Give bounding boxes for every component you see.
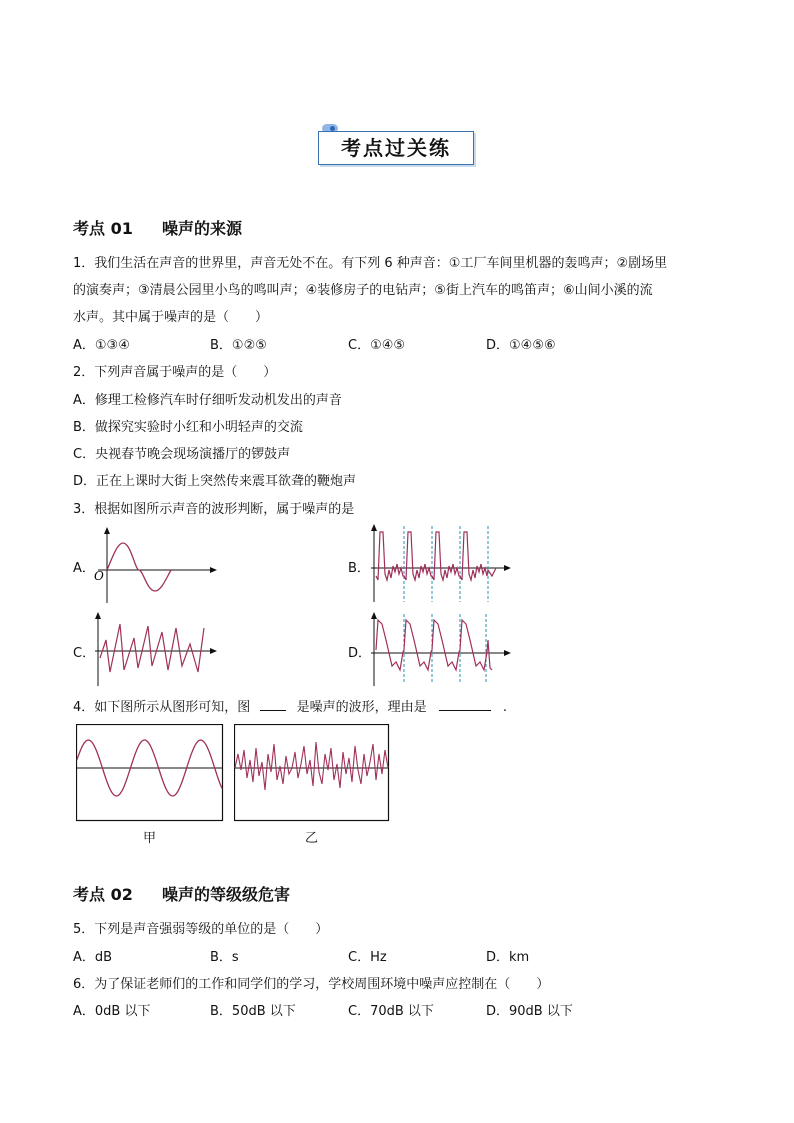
section-title: 噪声的来源 — [162, 219, 243, 238]
q6-stem: 6．为了保证老师们的工作和同学们的学习，学校周围环境中噪声应控制在（ ） — [73, 977, 550, 992]
q1-line-1: 1．我们生活在声音的世界里，声音无处不在。有下列 6 种声音：①工厂车间里机器的轰鸣声；②剧场里 — [73, 256, 668, 271]
x-axis-arrow-icon — [210, 567, 217, 573]
noise-periodic-wave — [376, 532, 496, 580]
q4-blank-reason[interactable] — [439, 698, 491, 711]
q2-option-a: A．修理工检修汽车时仔细听发动机发出的声音 — [73, 393, 342, 408]
q5-option-d: D．km — [486, 950, 530, 965]
figure-caption-yi: 乙 — [305, 831, 319, 846]
q1-option-c: C．①④⑤ — [348, 338, 406, 353]
x-axis-arrow-icon — [504, 565, 511, 571]
figure-frame — [77, 725, 223, 821]
q2-stem: 2．下列声音属于噪声的是（ ） — [73, 365, 277, 380]
figure-yi — [234, 724, 390, 822]
section-heading-02 — [73, 882, 290, 905]
title-banner — [318, 131, 474, 165]
section-label: 考点 01 — [73, 219, 133, 238]
q5-stem: 5．下列是声音强弱等级的单位的是（ ） — [73, 922, 329, 937]
y-axis-arrow-icon — [95, 612, 101, 619]
q4-stem-part-3: . — [502, 700, 507, 715]
q1-line-3: 水声。其中属于噪声的是（ ） — [73, 310, 269, 325]
section-title: 噪声的等级级危害 — [162, 885, 291, 904]
section-label: 考点 02 — [73, 885, 133, 904]
periodic-wave — [376, 620, 492, 670]
waveform-d — [366, 610, 512, 688]
q4-stem — [73, 696, 507, 715]
waveform-a — [90, 525, 218, 605]
figure-jia — [76, 724, 224, 822]
q3-label-b: B． — [348, 561, 370, 576]
q1-option-d: D．①④⑤⑥ — [486, 338, 556, 353]
q4-stem-part-1: 4．如下图所示从图形可知，图 — [73, 700, 251, 715]
period-guides — [404, 526, 488, 602]
q6-option-c: C．70dB 以下 — [348, 1004, 434, 1019]
q5-option-c: C．Hz — [348, 950, 387, 965]
x-axis-arrow-icon — [504, 650, 511, 656]
y-axis-arrow-icon — [104, 527, 110, 534]
q3-label-c: C． — [73, 646, 96, 661]
q2-option-c: C．央视春节晚会现场演播厅的锣鼓声 — [73, 447, 291, 462]
waveform-b — [366, 522, 512, 604]
q5-option-b: B．s — [210, 950, 239, 965]
y-axis-arrow-icon — [371, 612, 377, 619]
sine-wave — [107, 543, 171, 591]
q2-option-d: D．正在上课时大街上突然传来震耳欲聋的鞭炮声 — [73, 474, 357, 489]
q4-stem-part-2: 是噪声的波形，理由是 — [296, 700, 427, 715]
y-axis-arrow-icon — [371, 524, 377, 531]
q3-label-a: A． — [73, 561, 95, 576]
q6-option-d: D．90dB 以下 — [486, 1004, 573, 1019]
q1-option-b: B．①②⑤ — [210, 338, 267, 353]
q1-option-a: A．①③④ — [73, 338, 130, 353]
q1-line-2: 的演奏声；③清晨公园里小鸟的鸣叫声；④装修房子的电钻声；⑤街上汽车的鸣笛声；⑥山间小溪的流 — [73, 283, 653, 298]
sawtooth-wave — [100, 624, 204, 672]
q5-option-a: A．dB — [73, 950, 113, 965]
origin-label: O — [94, 569, 104, 583]
q3-label-d: D． — [348, 646, 372, 661]
q2-option-b: B．做探究实验时小红和小明轻声的交流 — [73, 420, 303, 435]
section-heading-01 — [73, 216, 242, 239]
q4-blank-figure[interactable] — [260, 698, 286, 711]
x-axis-arrow-icon — [210, 648, 217, 654]
q6-option-b: B．50dB 以下 — [210, 1004, 296, 1019]
page-title: 考点过关练 — [341, 136, 451, 160]
q6-option-a: A．0dB 以下 — [73, 1004, 151, 1019]
waveform-c — [90, 610, 218, 688]
q3-stem: 3．根据如图所示声音的波形判断，属于噪声的是 — [73, 502, 355, 517]
figure-caption-jia: 甲 — [143, 831, 157, 846]
